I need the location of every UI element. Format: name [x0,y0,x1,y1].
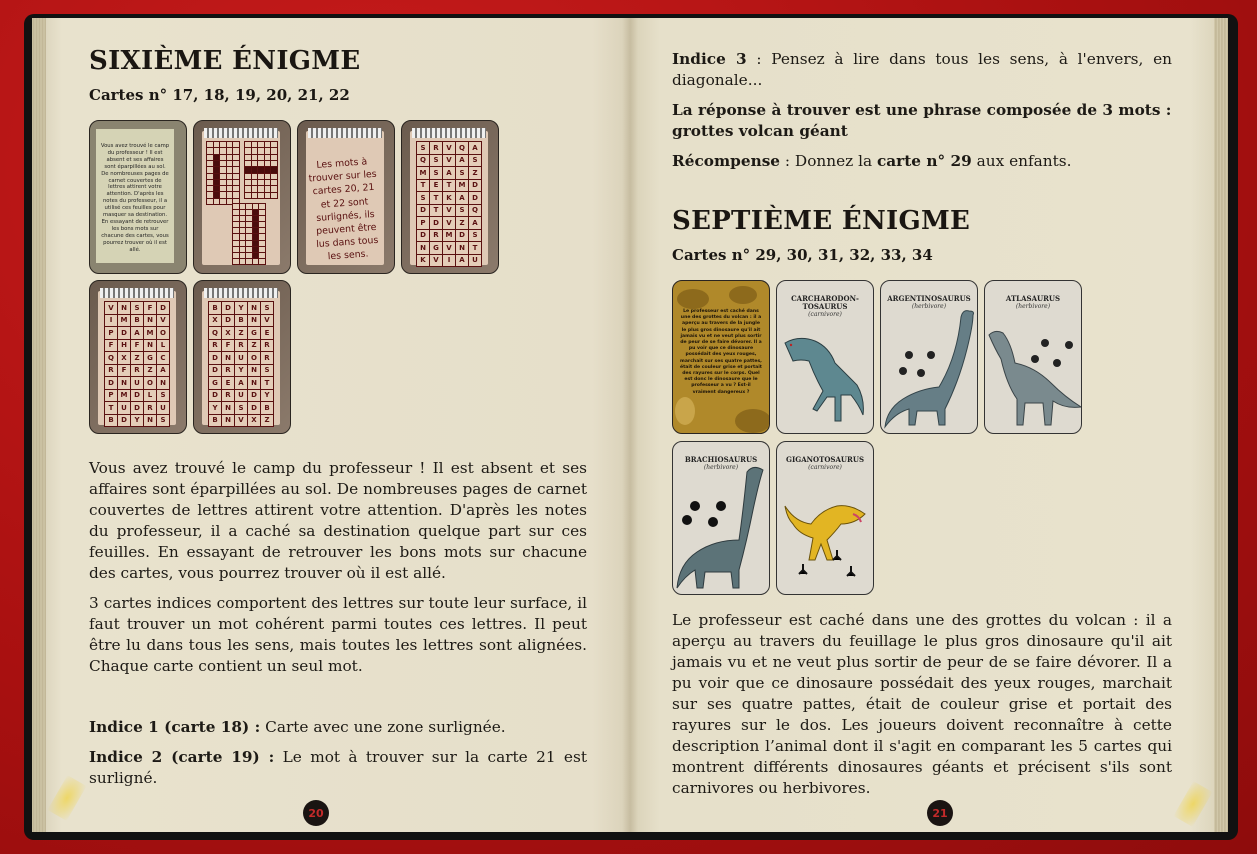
book-gutter [622,18,638,832]
hint-3: Indice 3 : Pensez à lire dans tous les sens, à l'envers, en diagonale... [672,50,1172,89]
highlight-grid [206,141,240,205]
card-29-text: Le professeur est caché dans une des grottes du volcan : il a aperçu au travers de la jungle le plus gros dinosaure qu'il ait jamais vu et ne veut plus sortir de peur de se faire dévorer. Il a pu voir que ce dinosaure possédait des yeux rouges, marchait sur ses quatre pattes, était de couleur grise et portait des rayures sur le corps. Quel est donc le dinosaure que le professeur a vu ? Est-il vraiment dangereux ? [679,309,763,395]
hint-1: Indice 1 (carte 18) : Carte avec une zone surlignée. [89,718,506,736]
spiral-rings-icon [308,128,382,138]
spiral-rings-icon [100,288,174,298]
letter-grid: B D Y N S X D B N V Q X Z G E R F R Z R D N U O R D R Y N S G E A N T D R U D Y Y N S D B B N V X Z [208,301,274,427]
intro-paragraph: Vous avez trouvé le camp du professeur ! Il est absent et ses affaires sont éparpillées au sol. De nombreuses pages de carnet couvertes de lettres attirent votre attention. D'après les notes du professeur, il a caché sa destination quelque part sur ces feuilles. En essayant de retrouver les bons mots sur chacune des cartes, vous pourrez trouver où il est allé. [89,459,587,582]
card-19 [297,120,395,274]
card-22 [193,280,291,434]
atlasaurus-illustration [985,281,1082,434]
spiral-rings-icon [204,288,278,298]
card-20 [401,120,499,274]
carcharodontosaurus-illustration [777,281,874,434]
dino-card-brachiosaurus: BRACHIOSAURUS (herbivore) [672,441,770,595]
card-17-text: Vous avez trouvé le camp du professeur ! Il est absent et ses affaires sont éparpillées au sol. De nombreuses pages de carnet couvertes de lettres attirent votre attention. D'après les notes du professeur, il a utilisé ces feuilles pour masquer sa destination. En essayant de retrouver les bons mots sur chacune des cartes, vous pourrez trouver où il est allé. [96,129,174,263]
hint-2-label: Indice 2 (carte 19) : [89,748,275,766]
card-19-text: Les mots à trouver sur les cartes 20, 21 et 22 sont surlignés, ils peuvent être lus dans tous les sens. [308,156,379,263]
brachiosaurus-illustration [673,442,770,595]
argentinosaurus-illustration [881,281,978,434]
highlight-grid [232,203,266,265]
giganotosaurus-illustration [777,442,874,595]
page-title: SIXIÈME ÉNIGME [89,46,361,76]
hint-1-label: Indice 1 (carte 18) : [89,718,261,736]
dino-card-argentinosaurus: ARGENTINOSAURUS (herbivore) [880,280,978,434]
dino-card-giganotosaurus: GIGANOTOSAURUS (carnivore) [776,441,874,595]
highlight-grid [244,141,278,199]
reward: Récompense : Donnez la carte n° 29 aux enfants. [672,152,1072,170]
spiral-rings-icon [412,128,486,138]
spiral-rings-icon [204,128,278,138]
hint-3-label: Indice 3 [672,50,747,68]
cards-label: Cartes n° 29, 30, 31, 32, 33, 34 [672,246,933,264]
card-21 [89,280,187,434]
dino-card-atlasaurus: ATLASAURUS (herbivore) [984,280,1082,434]
card-29 [672,280,770,434]
right-page-content [672,49,1172,799]
dino-card-carcharodontosaurus: CARCHARODON-TOSAURUS (carnivore) [776,280,874,434]
answer: La réponse à trouver est une phrase composée de 3 mots : grottes volcan géant [672,101,1172,140]
cards-label: Cartes n° 17, 18, 19, 20, 21, 22 [89,86,350,104]
letter-grid: V N S F D I M B N V P D A M O F H F N L Q X Z G C R F R Z A D N U O N P M D L S T U D R U B D Y N S [104,301,170,427]
card-18 [193,120,291,274]
enigma-cards [89,120,509,434]
page-title: SEPTIÈME ÉNIGME [672,206,971,236]
card-17 [89,120,187,274]
rules-paragraph: 3 cartes indices comportent des lettres sur toute leur surface, il faut trouver un mot cohérent parmi toutes ces lettres. Il peut être lu dans tous les sens, mais toutes les lettres sont alignées. Chaque carte contient un seul mot. [89,594,587,675]
page-number-right: 21 [927,800,953,826]
dinosaur-cards [672,280,1092,595]
reward-label: Récompense [672,152,781,170]
letter-grid: S R V Q A Q S V A S M S A S Z T E T M D S T K A D D T V S Q P D V Z A D R M D S N G V N T K V I A U [416,141,482,267]
hint-2: Indice 2 (carte 19) : Le mot à trouver sur la carte 21 est surligné. [89,748,587,787]
page-number-left: 20 [303,800,329,826]
solution-paragraph: Le professeur est caché dans une des grottes du volcan : il a aperçu au travers du feuillage le plus gros dinosaure qu'il ait jamais vu et ne veut plus sortir de peur de se faire dévorer. Il a pu voir que ce dinosaure possédait des yeux rouges, marchait sur ses quatre pattes, était de couleur grise et portait des rayures sur le dos. Les joueurs doivent reconnaître à cette description l’animal dont il s'agit en comparant les 5 cartes qui montrent différents dinosaures géants et précisent s'ils sont carnivores ou herbivores. [672,611,1172,797]
left-page-content [89,46,587,789]
